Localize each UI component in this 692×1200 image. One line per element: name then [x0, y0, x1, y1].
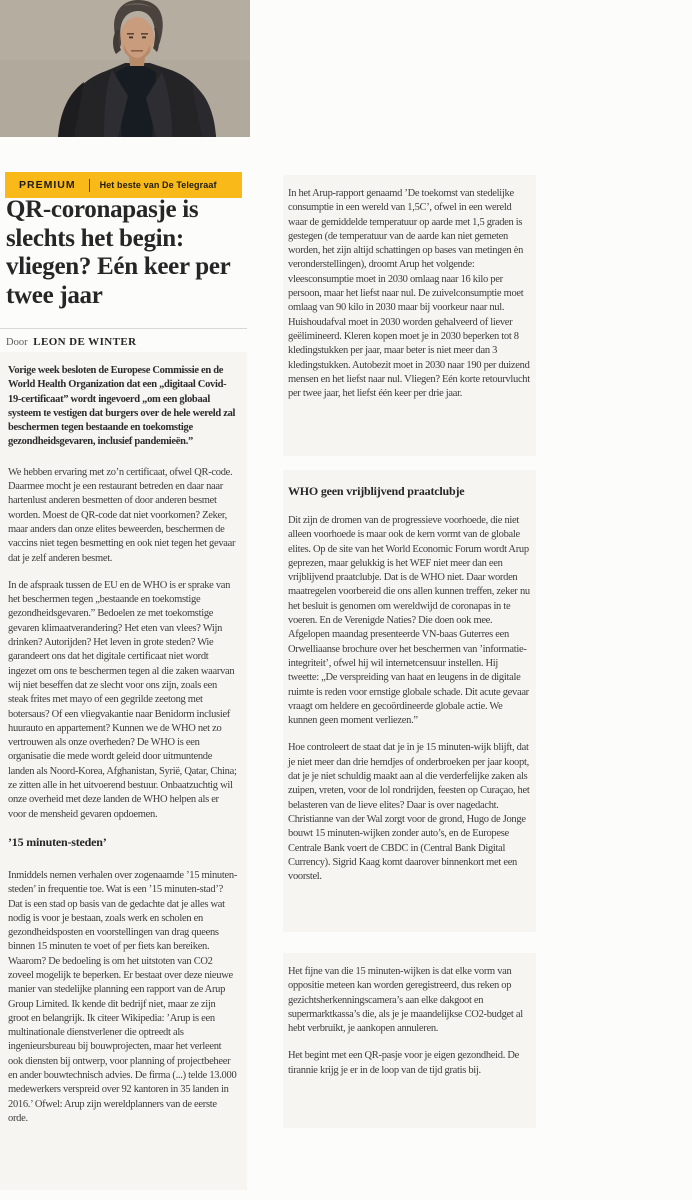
subheading-15-minuten-steden: ’15 minuten-steden’ — [8, 834, 107, 849]
article-headline: QR-coronapasje is slechts het begin: vliegen? Eén keer per twee jaar — [6, 196, 230, 309]
body-paragraph: Dit zijn de dromen van de progressieve voorhoede, die niet alleen voorhoede is maar ook de kern vormt van de globale elites. Op de site van het World Economic Forum wordt Arup geprezen, maar gelukkig is het WEF niet meer dan een vrijblijvend praatclubje. Dat is de WHO niet. Daar worden maatregelen voorbereid die ons allen kunnen treffen, zeker nu het besluit is genomen om wereldwijd de coronapas in te voeren. En de Verenigde Naties? Die doen ook mee. Afgelopen maandag presenteerde VN-baas Guterres een Orwelliaanse brochure over het beschermen van ’informatie-integriteit’, ofwel hij wil internetcensuur instellen. Hij tweette: „De verspreiding van haat en leugens in de digitale ruimte is reden voor ernstige globale schade. Dit acute gevaar vraagt om heldere en gecoördineerde globale actie. We kunnen geen moment verliezen.” — [288, 515, 530, 727]
premium-label: PREMIUM — [19, 179, 76, 191]
body-paragraph: Het fijne van die 15 minuten-wijken is dat elke vorm van oppositie meteen kan worden geregistreerd, dus reken op gezichtsherkenningscamera’s aan elke dakgoot en supermarktkassa’s die, als je je maandelijkse CO2-budget al hebt verbruikt, je aankopen annuleren. — [288, 966, 523, 1035]
body-paragraph: Het begint met een QR-pasje voor je eigen gezondheid. De tirannie krijg je er in de loop van de tijd gratis bij. — [288, 1050, 520, 1076]
body-paragraph: In het Arup-rapport genaamd ’De toekomst van stedelijke consumptie in een wereld van 1,5C’, ofwel in een wereld waar de gemiddelde temperatuur op aarde met 1,5 graden is gestegen (de temperatuur van de aarde kan niet gemeten worden, het zijn altijd schattingen op bases van metingen èn veronderstellingen), droomt Arup het volgende: vleesconsumptie moet in 2030 omlaag naar 16 kilo per persoon, maar het liefst naar nul. De zuivelconsumptie moet omlaag van 90 kilo in 2030 maar bij voorkeur naar nul. Huishoudafval moet in 2030 worden gehalveerd of liever geëlimineerd. Kleren kopen moet je in 2030 beperken tot 8 kledingstukken per jaar, maar beter is niet meer dan 3 kledingstukken. Autobezit moet in 2030 naar 190 per duizend mensen en het liefst naar nul. Vliegen? Eén korte retourvlucht per twee jaar, het liefst één keer per drie jaar. — [288, 188, 530, 400]
right-column-block-3 — [283, 953, 536, 1128]
right-column-block-1 — [283, 175, 536, 456]
body-paragraph: Inmiddels nemen verhalen over zogenaamde ’15 minuten-steden’ in frequentie toe. Wat is een ’15 minuten-stad’? Dat is een stad op basis van de gedachte dat je alles wat nodig is voor je bestaan, zoals werk en scholen en gezondheidsposten en voorstellingen van drag queens binnen 15 minuten te voet of per fiets kan bereiken. Waarom? De bedoeling is om het uitstoten van CO2 zoveel mogelijk te beperken. Er bestaat over deze nieuwe manier van stedelijke planning een rapport van de Arup Group Limited. Ik kende dit bedrijf niet, maar ze zijn groot en belangrijk. Ik citeer Wikipedia: ’Arup is een multinationale dienstverlener die optreedt als ingenieursbureau bij bouwprojecten, maar het verleent ook diensten bij ontwerp, voor planning of projectbeheer en ander bouwtechnisch advies. De firma (...) telde 13.000 medewerkers verspreid over 92 kantoren in 35 landen in 2016.’ Ofwel: Arup zijn wereldplanners van de eerste orde. — [8, 869, 238, 1124]
byline-author: LEON DE WINTER — [33, 336, 137, 348]
body-paragraph: We hebben ervaring met zo’n certificaat, ofwel QR-code. Daarmee mocht je een restaurant betreden en daar naar hartenlust anderen besmetten of door anderen besmet worden. Moest de QR-code dat niet voorkomen? Zeker, maar anders dan onze elites beweerden, beschermen de vaccins niet tegen besmetting en ook niet tegen het gevaar dat je zelf anderen besmet. — [8, 466, 236, 564]
body-paragraph: In de afspraak tussen de EU en de WHO is er sprake van het beschermen tegen „bestaande en toekomstige gezondheidsgevaren.” Bedoelen ze met toekomstige gevaren klimaatverandering? Het eten van vlees? Wijn drinken? Autorijden? Het leven in grote steden? Wie garandeert ons dat het digitale certificaat niet wordt ingezet om ons te beschermen tegen al die zaken waarvan wij niet beseffen dat ze slecht voor ons zijn, zoals een steak frites met mayo of een gegrilde zeetong met botersaus? Of een vliegvakantie naar Benidorm inclusief huurauto en appartement? Kunnen we de WHO net zo vertrouwen als onze overheden? De WHO is een organisatie die mede wordt geleid door uitmuntende landen als Noord-Korea, Afghanistan, Syrië, Qatar, China; ze zitten alle in het uitvoerend bestuur. Onbaatzuchtig wil onze overheid met deze landen de WHO helpen als er voor de mensheid gevaren opdoemen. — [8, 579, 237, 820]
badge-tagline: Het beste van De Telegraaf — [99, 180, 217, 190]
right-column-block-2 — [283, 470, 536, 932]
author-photo — [0, 0, 250, 137]
byline-divider — [0, 328, 247, 329]
byline-prefix: Door — [6, 337, 28, 348]
premium-badge[interactable] — [5, 172, 242, 198]
intro-paragraph: Vorige week besloten de Europese Commissie en de World Health Organization dat een „digitaal Covid-19-certificaat” wordt ingevoerd „om een globaal systeem te vestigen dat burgers over de hele wereld zal beschermen tegen bestaande en toekomstige gezondheidsgevaren, inclusief pandemieën.” — [8, 365, 236, 448]
left-column — [0, 352, 247, 1190]
subheading-who-praatclubje: WHO geen vrijblijvend praatclubje — [288, 484, 465, 498]
badge-divider — [89, 179, 90, 192]
byline — [6, 336, 136, 348]
body-paragraph: Hoe controleert de staat dat je in je 15 minuten-wijk blijft, dat je niet meer dan drie hemdjes of onderbroeken per jaar koopt, dat je je niet schuldig maakt aan al die verderfelijke zaken als zuipen, vreten, voor de lol rondrijden, feesten op Curaçao, het belasteren van de lieve elites? Daar is over nagedacht. Christianne van der Wal zorgt voor de grond, Hugo de Jonge bouwt 15 minuten-wijken zonder auto’s, en de Europese Centrale Bank voert de CBDC in (Central Bank Digital Currency). Sigrid Kaag komt daarover binnenkort met een voorstel. — [288, 742, 530, 883]
